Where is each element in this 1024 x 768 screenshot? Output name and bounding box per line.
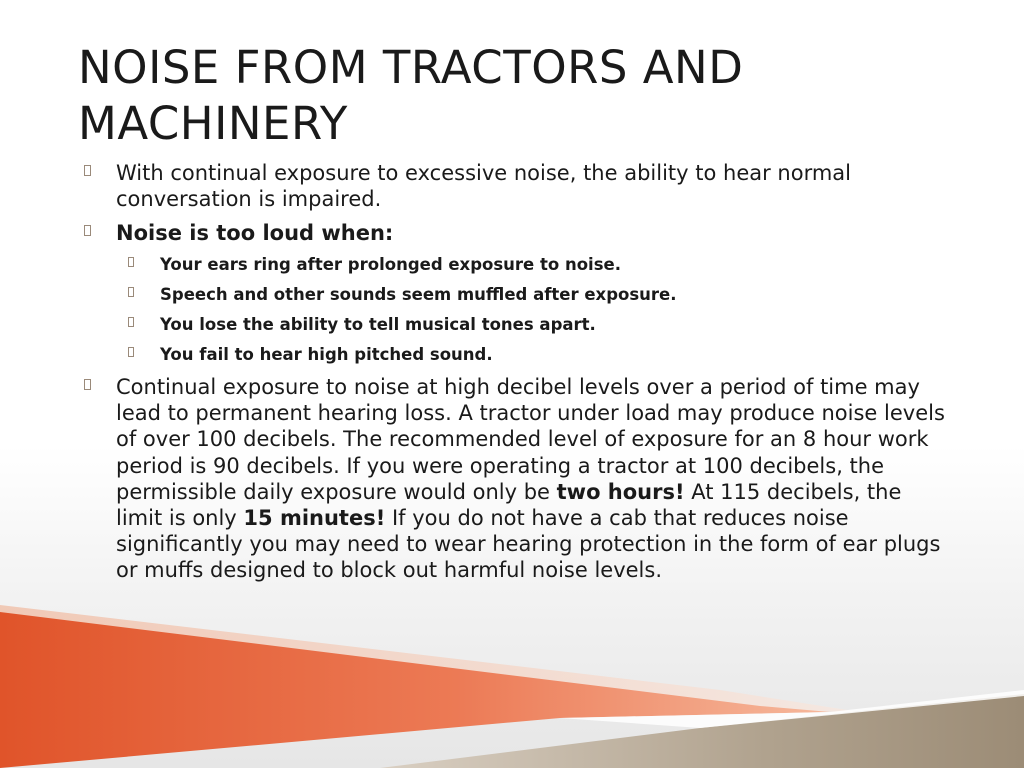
sub-bullet-text: You lose the ability to tell musical tones apart. <box>160 315 596 334</box>
bullet-text-segment: At 115 decibels, the limit is only <box>116 479 902 531</box>
sub-bullet-text: Your ears ring after prolonged exposure to noise. <box>160 255 621 274</box>
bullet-item <box>84 220 954 366</box>
bullet-marker-icon <box>84 379 91 390</box>
sub-bullet-item <box>128 254 954 276</box>
bullet-text-segment: Continual exposure to noise at high decibel levels over a period of time may lead to permanent hearing loss. A tractor under load may produce noise levels of over 100 decibels. The recommended level of exposure for an 8 hour work period is 90 decibels. If you were operating a tractor at 100 decibels, the permissible daily exposure would only be <box>116 375 945 504</box>
bullet-text: With continual exposure to excessive noise, the ability to hear normal conversation is impaired. <box>116 161 851 211</box>
sub-bullet-text: You fail to hear high pitched sound. <box>160 345 493 364</box>
bullet-marker-icon <box>84 165 91 176</box>
bullet-text: Noise is too loud when: <box>116 221 394 245</box>
slide-title: NOISE FROM TRACTORS AND MACHINERY <box>78 41 744 150</box>
sub-bullet-text: Speech and other sounds seem muffled after exposure. <box>160 285 677 304</box>
sub-bullet-item <box>128 344 954 366</box>
sub-bullet-list <box>116 254 954 366</box>
bullet-list <box>84 160 954 592</box>
bullet-text-segment: If you do not have a cab that reduces noise significantly you may need to wear hearing protection in the form of ear plugs or muffs designed to block out harmful noise levels. <box>116 506 941 583</box>
bullet-marker-icon <box>128 257 134 267</box>
bullet-marker-icon <box>128 287 134 297</box>
emphasis-fifteen-minutes: 15 minutes! <box>243 506 386 531</box>
sub-bullet-item <box>128 284 954 306</box>
bullet-item <box>84 160 954 212</box>
sub-bullet-item <box>128 314 954 336</box>
emphasis-two-hours: two hours! <box>556 479 685 504</box>
bullet-marker-icon <box>128 317 134 327</box>
bullet-marker-icon <box>128 347 134 357</box>
bullet-item <box>84 374 954 584</box>
bullet-marker-icon <box>84 225 91 236</box>
